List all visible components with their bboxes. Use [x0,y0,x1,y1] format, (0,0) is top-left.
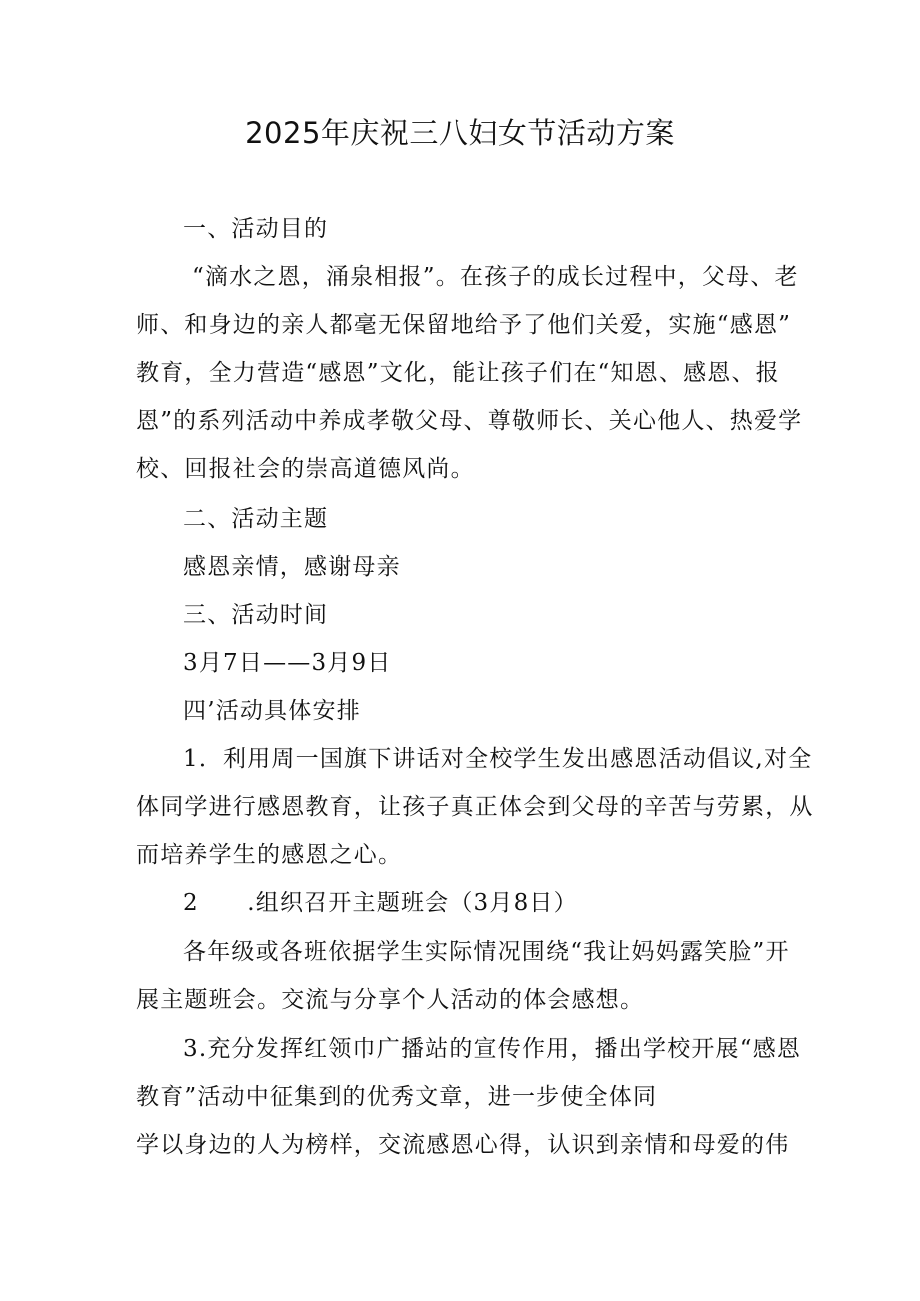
paragraph-line: 展主题班会。交流与分享个人活动的体会感想。 [136,987,645,1013]
schedule-item-2: 2 .组织召开主题班会（3月8日） [183,890,578,916]
paragraph-line: 而培养学生的感恩之心。 [136,842,403,868]
paragraph-line: 体同学进行感恩教育，让孩子真正体会到父母的辛苦与劳累，从 [136,794,814,820]
paragraph-line: 各年级或各班依据学生实际情况围绕“我让妈妈露笑脸”开 [183,939,790,965]
heading-time: 三、活动时间 [183,602,329,628]
paragraph-line: 师、和身边的亲人都毫无保留地给予了他们关爱，实施“感恩” [136,312,792,338]
paragraph-line: 教育，全力营造“感恩”文化，能让孩子们在“知恩、感恩、报 [136,360,780,386]
heading-purpose: 一、活动目的 [183,216,329,242]
document-title: 2025年庆祝三八妇女节活动方案 [245,116,675,150]
paragraph-line: 教育”活动中征集到的优秀文章，进一步使全体同 [136,1084,658,1110]
paragraph-line: 校、回报社会的崇高道德风尚。 [136,456,475,482]
heading-theme: 二、活动主题 [183,506,329,532]
schedule-item-1: 1．利用周一国旗下讲话对全校学生发出感恩活动倡议,对全 [183,746,813,772]
schedule-item-3: 3.充分发挥红领巾广播站的宣传作用，播出学校开展“感恩 [183,1036,802,1062]
heading-schedule: 四’活动具体安排 [183,698,361,724]
theme-text: 感恩亲情，感谢母亲 [183,554,401,580]
paragraph-line: 恩”的系列活动中养成孝敬父母、尊敬师长、关心他人、热爱学 [136,408,803,434]
paragraph-line: 学以身边的人为榜样，交流感恩心得，认识到亲情和母爱的伟 [136,1132,790,1158]
time-text: 3月7日——3月9日 [183,650,392,676]
paragraph-line: “滴水之恩，涌泉相报”。在孩子的成长过程中，父母、老 [192,264,799,290]
